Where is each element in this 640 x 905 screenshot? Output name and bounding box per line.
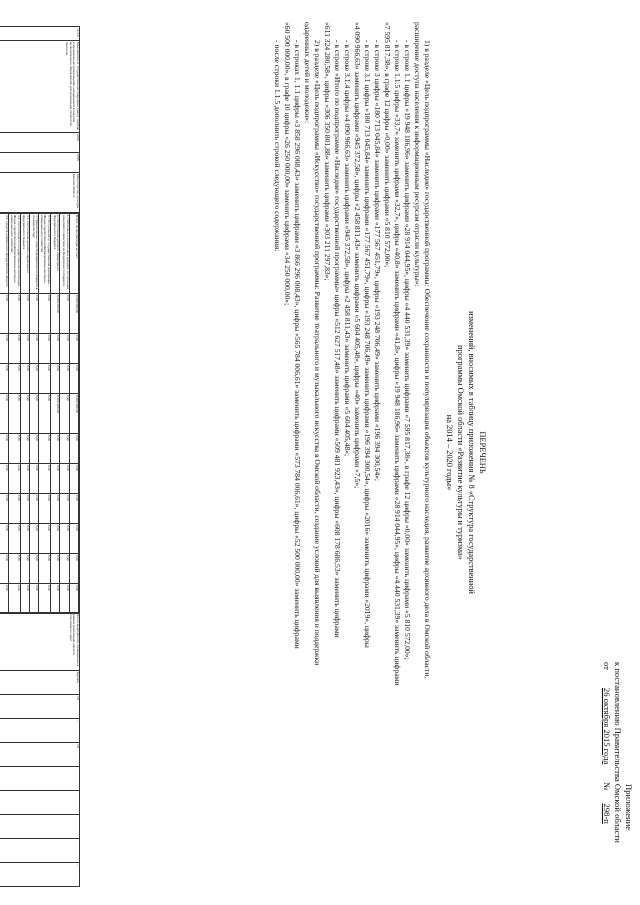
finance-value-cell: 0,00	[60, 334, 69, 364]
finance-source-cell: 3. Поступлений от государственной корпорации – Фонда содействия реформированию жилищно-коммунального хозяйства	[39, 214, 51, 294]
finance-value-cell: 0,00	[29, 294, 38, 334]
finance-row	[39, 214, 51, 614]
finance-source-cell: 2. Поступлений целевого характера из федерального бюджета	[50, 214, 59, 294]
finance-value-cell: 8 000 000,00	[69, 394, 78, 434]
finance-value-cell: 0,00	[60, 494, 69, 524]
finance-source-cell: 4.3. средств нормального фонда Омской области	[0, 214, 9, 294]
body-line: - в строке 3.1.4 цифры «4 090 966,63» заменить цифрами «945 372,58», цифры «2 458 811,43» заменить цифрами «5 604 405,48»;	[343, 40, 352, 457]
finance-value-cell: 0,00	[39, 584, 51, 614]
finance-block	[0, 213, 80, 613]
finance-value-cell: 0,00	[9, 494, 21, 524]
finance-value-cell: 0,00	[69, 554, 78, 584]
finance-value-cell: 8 000 000,00	[69, 294, 78, 334]
finance-value-cell: 0,00	[0, 584, 9, 614]
finance-value-cell: 0,00	[50, 554, 59, 584]
body-line: 1) в разделе «Цель подпрограммы «Наследие» государственной программы: Обеспечение сохранности и популяризация объектов культурного наследия, развитие архивного дела в Омской области,	[423, 40, 432, 679]
finance-value-cell: 0,00	[39, 464, 51, 494]
finance-value-cell: 0,00	[20, 334, 29, 364]
finance-source-cell: Всего, из них расходы за счет:	[69, 214, 78, 294]
finance-value-cell: 0,00	[0, 554, 9, 584]
finance-value-cell: 8 000 000,00	[50, 394, 59, 434]
title-line-4: на 2014 – 2020 годы»	[445, 414, 454, 491]
appendix-label: Приложение	[624, 784, 634, 831]
body-line: «611 324 280,58», цифры «306 350 801,88» заменить цифрами «303 211 297,83»;	[323, 22, 332, 281]
finance-value-cell: 0,00	[0, 524, 9, 554]
measure-name-cell: Мероприятие 6. Государственная поддержка (грант) театрам и музыкальным организациям, находящимся в ведении муниципальных образований, для реализации творческих проектов	[0, 41, 80, 133]
finance-source-cell: 4. Привлеченных средств федерального бюджета в очередном году	[29, 214, 38, 294]
decree-date-line: от 26 октября 2015 года № 298-п	[602, 662, 612, 835]
finance-value-cell: 0,00	[50, 584, 59, 614]
finance-value-cell: 0,00	[60, 294, 69, 334]
indicator-value-cell	[0, 767, 80, 791]
finance-value-cell: 0,00	[69, 364, 78, 394]
body-line: «7 595 817,38», в графе 12 цифры «0,00» заменить цифрами «5 810 572,00»;	[383, 22, 392, 268]
finance-value-cell: 0,00	[29, 524, 38, 554]
finance-value-cell: 0,00	[29, 394, 38, 434]
finance-value-cell: 0,00	[20, 554, 29, 584]
finance-value-cell: 0,00	[69, 524, 78, 554]
finance-value-cell: 0,00	[9, 464, 21, 494]
finance-value-cell: 0,00	[9, 584, 21, 614]
finance-value-cell: 0,00	[29, 554, 38, 584]
finance-value-cell: 0,00	[29, 494, 38, 524]
finance-value-cell: 0,00	[39, 434, 51, 464]
finance-value-cell: 0,00	[60, 364, 69, 394]
finance-value-cell: 0,00	[9, 294, 21, 334]
finance-value-cell: 0,00	[39, 394, 51, 434]
decree-date: 26 октября 2015 года	[602, 687, 612, 765]
finance-value-cell: 0,00	[39, 294, 51, 334]
finance-value-cell: 0,00	[39, 554, 51, 584]
finance-value-cell: 0,00	[39, 524, 51, 554]
finance-value-cell: 0,00	[20, 294, 29, 334]
finance-value-cell: 0,00	[60, 394, 69, 434]
title-line-3: программы Омской области «Развитие культуры и туризма»	[456, 345, 465, 560]
decree-reference: к постановлению Правительства Омской области	[613, 662, 623, 843]
finance-value-cell: 0,00	[39, 494, 51, 524]
finance-value-cell: 0,00	[29, 584, 38, 614]
indicator-value-cell: 19	[0, 743, 80, 767]
indicator-value-cell	[0, 791, 80, 815]
finance-value-cell: 0,00	[9, 334, 21, 364]
finance-row	[20, 214, 29, 614]
finance-value-cell: 0,00	[60, 554, 69, 584]
finance-value-cell: 0,00	[9, 394, 21, 434]
body-line: - в строке «Итого по подпрограмме «Наследие» государственной программы» цифры «512 627 517,48» заменить цифрами «509 481 923,43», цифры «608 178 686,53» заменить цифрами	[333, 40, 342, 638]
indicator-cell: Число мероприятий, проведенных в рамках реализации проекта, получившего грант	[0, 613, 80, 671]
finance-value-cell: 0,00	[50, 434, 59, 464]
finance-value-cell: 0,00	[60, 434, 69, 464]
indicator-value-cell: –	[0, 719, 80, 743]
finance-value-cell: 0,00	[69, 334, 78, 364]
end-mark-cell: –	[0, 863, 80, 887]
inserted-table	[2, 26, 80, 886]
body-line: одаренных детей и молодежи»:	[303, 22, 312, 124]
finance-row	[29, 214, 38, 614]
body-line: - в строке 1.1.5 цифры «33,7» заменить цифрами «32,7», цифры «40,8» заменить цифрами «41,8», цифры «19 948 186,96» заменить цифрами «28 914 044,95», цифры «4 440 531,39» заменить цифрами	[393, 40, 402, 686]
unit-cell: Единиц	[0, 671, 80, 695]
finance-value-cell: 0,00	[0, 294, 9, 334]
finance-row	[69, 214, 78, 614]
finance-value-cell: 0,00	[29, 334, 38, 364]
finance-value-cell: 0,00	[50, 364, 59, 394]
finance-value-cell: 0,00	[29, 364, 38, 394]
indicator-value-cell: 19	[0, 695, 80, 719]
finance-value-cell: 0,00	[39, 334, 51, 364]
indicator-value-cell	[0, 839, 80, 863]
finance-value-cell: 0,00	[20, 584, 29, 614]
finance-value-cell: 8 000 000,00	[50, 294, 59, 334]
finance-source-cell: 1. Налоговых и неналоговых доходов, поступлений нецелевого характера из федерального бюджета	[60, 214, 69, 294]
finance-source-cell: 4.1. поступлений целевого характера из федерального бюджета	[20, 214, 29, 294]
finance-value-cell: 0,00	[69, 434, 78, 464]
body-line: 2) в разделе «Цель подпрограммы «Искусство» государственной программы: Развитие театрального и музыкального искусства в Омской области, создание условий для выявления и поддержки	[313, 40, 322, 666]
body-line: - в строке 3.1 цифры «180 713 045,84» заменить цифрами «177 567 451,79», цифры «193 248 706,49» заменить цифрами «196 394 300,54», цифры «2016» заменить цифрами «2019», цифры	[363, 40, 372, 648]
finance-value-cell: 0,00	[60, 464, 69, 494]
finance-value-cell: 0,00	[29, 464, 38, 494]
finance-value-cell: 0,00	[20, 464, 29, 494]
finance-value-cell: 0,00	[0, 364, 9, 394]
finance-value-cell: 0,00	[69, 464, 78, 494]
finance-value-cell: 0,00	[9, 434, 21, 464]
finance-value-cell: 0,00	[20, 494, 29, 524]
finance-value-cell: 0,00	[50, 464, 59, 494]
finance-value-cell: 0,00	[0, 394, 9, 434]
finance-row	[60, 214, 69, 614]
finance-value-cell: 0,00	[50, 334, 59, 364]
title-heading: ПЕРЕЧЕНЬ	[478, 431, 487, 474]
finance-value-cell: 0,00	[29, 434, 38, 464]
decree-number: 298-п	[602, 803, 612, 824]
finance-value-cell: 0,00	[20, 434, 29, 464]
finance-value-cell: 0,00	[69, 494, 78, 524]
finance-value-cell: 0,00	[69, 584, 78, 614]
finance-value-cell: 0,00	[20, 364, 29, 394]
finance-value-cell: 0,00	[9, 554, 21, 584]
body-line: расширение доступа населения к информационным ресурсам отрасли культуры»:	[413, 22, 422, 287]
indicator-value-cell	[0, 815, 80, 839]
finance-value-cell: 0,00	[0, 494, 9, 524]
body-line: - после строки 1.1.5 дополнить строкой следующего содержания:	[273, 40, 282, 252]
finance-source-cell: 4.2. поступлений от государственной корпорации – Фонда содействия реформированию жилищно-коммунального хозяйства	[9, 214, 21, 294]
finance-value-cell: 0,00	[20, 524, 29, 554]
body-line: - в строках 1, 1.1 цифры «3 858 296 008,43» заменить цифрами «3 866 296 008,43», цифры «565 784 006,61» заменить цифрами «573 784 006,61», цифры «52 500 000,00» заменить цифрами	[293, 40, 302, 649]
body-line: «60 500 000,00», в графе 10 цифры «26 250 000,00» заменить цифрами «34 250 000,00»;	[283, 22, 292, 306]
row-number-cell: «1.1.6	[0, 27, 80, 41]
title-line-2: изменений, вносимых в таблицу приложения № 8 «Структура государственной	[467, 311, 476, 594]
body-line: «4 090 966,63» заменить цифрами «945 372,58», цифры «2 458 811,43» заменить цифрами «5 604 405,48», цифры «40» заменить цифрами «7,5»;	[353, 22, 362, 489]
finance-value-cell: 0,00	[0, 334, 9, 364]
finance-value-cell: 0,00	[50, 494, 59, 524]
finance-value-cell: 0,00	[0, 464, 9, 494]
finance-row	[50, 214, 59, 614]
finance-value-cell: 0,00	[20, 394, 29, 434]
executor-cell: Министерство культуры Омской области	[0, 173, 80, 213]
finance-value-cell: 0,00	[9, 364, 21, 394]
start-year-cell: 2015	[0, 133, 80, 153]
finance-value-cell: 0,00	[60, 524, 69, 554]
finance-value-cell: 0,00	[9, 524, 21, 554]
finance-value-cell: 0,00	[0, 434, 9, 464]
finance-value-cell: 0,00	[39, 364, 51, 394]
finance-row	[0, 214, 9, 614]
finance-value-cell: 0,00	[50, 524, 59, 554]
end-year-cell: 2015	[0, 153, 80, 173]
body-line: - в строке 3 цифры «180 713 045,84» заменить цифрами «177 567 451,79», цифры «193 248 706,49» заменить цифрами «196 394 300,54»;	[373, 40, 382, 482]
body-line: - в строке 1.1 цифры «19 948 186,96» заменить цифрами «28 914 044,95», цифры «4 440 531,39» заменить цифрами «7 595 817,38», в графе 12 цифры «0,00» заменить цифрами «5 810 572,00»;	[403, 40, 412, 660]
finance-row	[9, 214, 21, 614]
finance-value-cell: 0,00	[60, 584, 69, 614]
